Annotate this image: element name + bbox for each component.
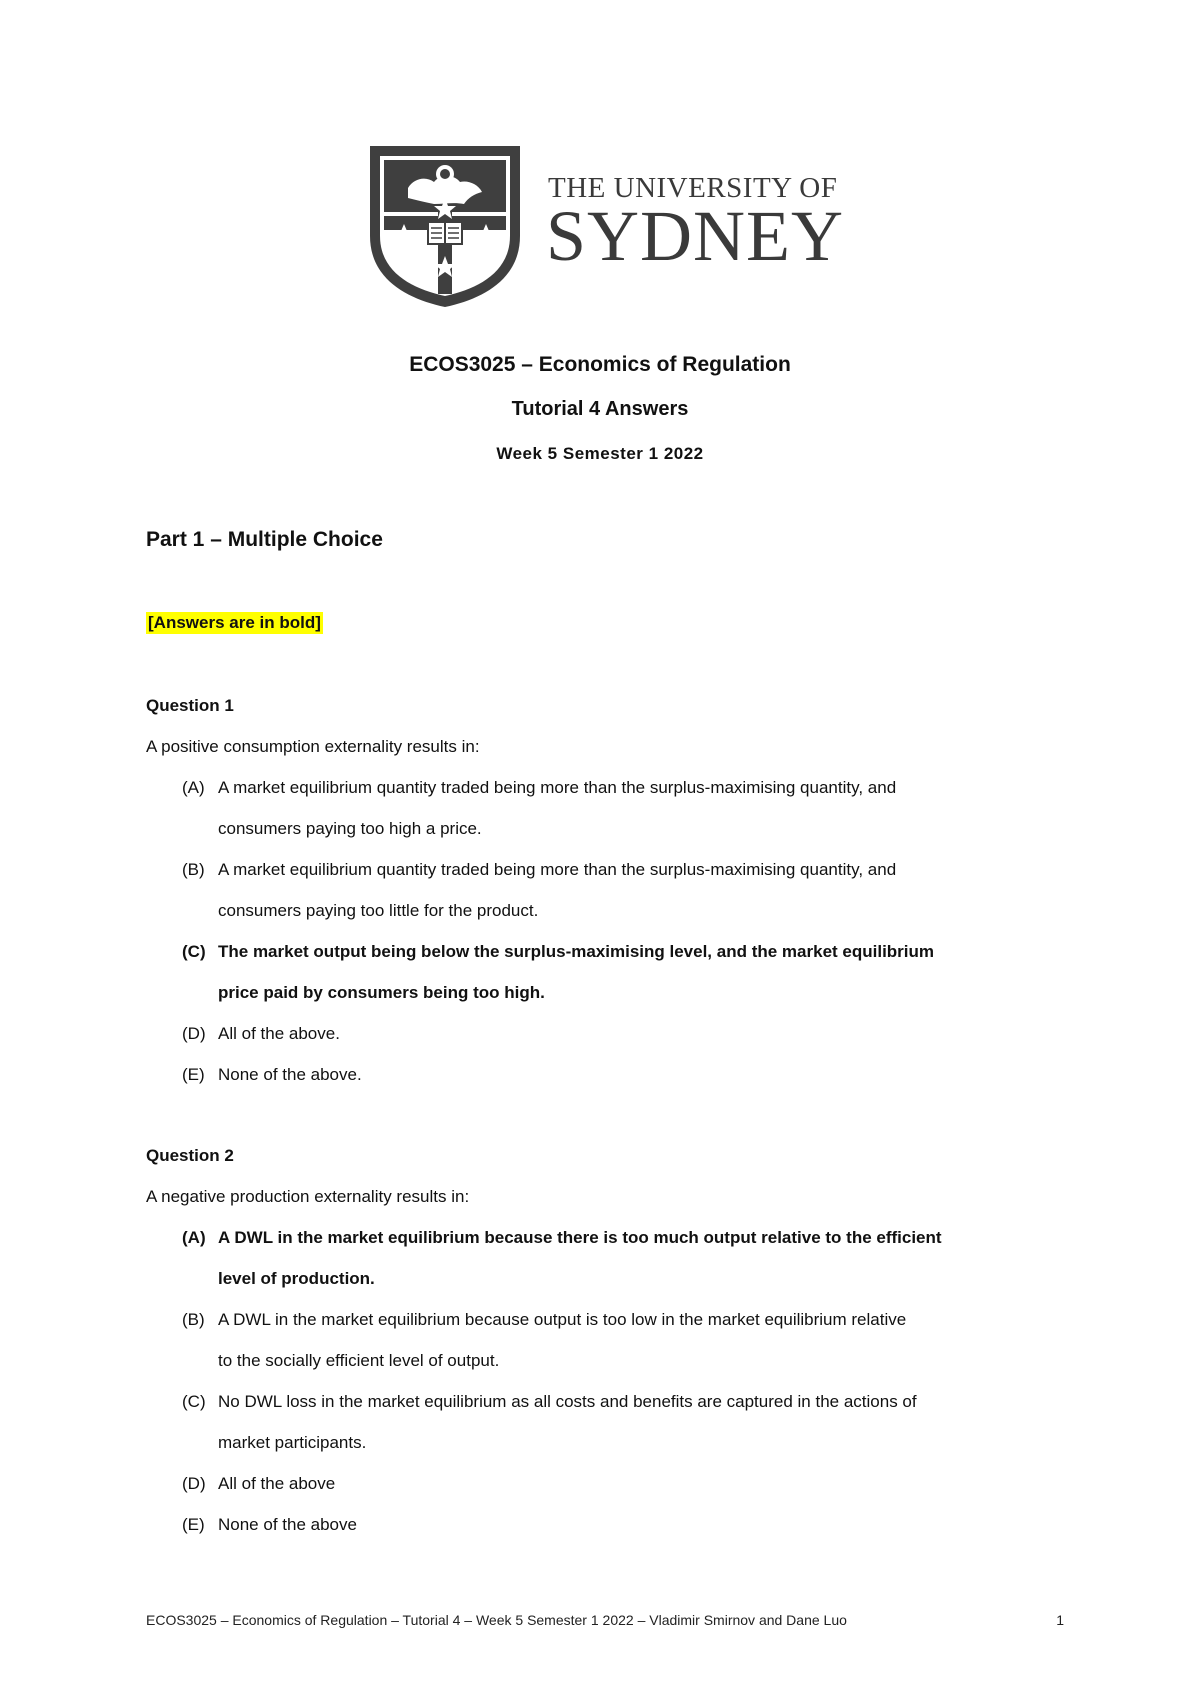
question-2-options — [182, 1217, 1062, 1545]
option-letter: (C) — [182, 942, 206, 961]
option-letter: (D) — [182, 1474, 206, 1493]
tutorial-title: Tutorial 4 Answers — [511, 398, 689, 420]
option-letter: (C) — [182, 1392, 206, 1411]
page-number: 1 — [1056, 1612, 1064, 1628]
option-b — [182, 849, 1062, 931]
option-b — [182, 1299, 1062, 1381]
option-text-line: All of the above — [218, 1474, 336, 1493]
option-text-line: A DWL in the market equilibrium because output is too low in the market equilibrium relative — [218, 1310, 907, 1329]
option-c-correct — [182, 931, 1062, 1013]
option-text-line: A market equilibrium quantity traded being more than the surplus-maximising quantity, and — [218, 778, 897, 797]
option-e — [182, 1054, 1062, 1095]
page-footer — [146, 1612, 1064, 1628]
question-2-stem: A negative production externality results in: — [146, 1187, 470, 1206]
option-text-line: None of the above — [218, 1515, 357, 1534]
university-logo — [368, 144, 845, 309]
question-1-heading: Question 1 — [146, 696, 234, 715]
option-text-line: None of the above. — [218, 1065, 362, 1084]
option-letter: (A) — [182, 1228, 206, 1247]
option-text-line: consumers paying too little for the product. — [218, 901, 539, 920]
option-text-line: to the socially efficient level of output. — [218, 1351, 500, 1370]
option-text-line: The market output being below the surplus-maximising level, and the market equilibrium — [218, 942, 935, 961]
university-shield-icon — [368, 144, 522, 309]
option-text-line: price paid by consumers being too high. — [218, 983, 545, 1002]
part-heading: Part 1 – Multiple Choice — [146, 528, 383, 551]
option-letter: (B) — [182, 860, 205, 879]
option-text-line: level of production. — [218, 1269, 375, 1288]
week-subtitle: Week 5 Semester 1 2022 — [496, 444, 704, 463]
question-1-options — [182, 767, 1062, 1095]
question-2-heading: Question 2 — [146, 1146, 234, 1165]
course-title: ECOS3025 – Economics of Regulation — [409, 353, 791, 376]
answers-note: [Answers are in bold] — [148, 613, 321, 632]
option-text-line: A market equilibrium quantity traded being more than the surplus-maximising quantity, and — [218, 860, 897, 879]
option-text-line: market participants. — [218, 1433, 367, 1452]
option-e — [182, 1504, 1062, 1545]
option-letter: (D) — [182, 1024, 206, 1043]
footer-text: ECOS3025 – Economics of Regulation – Tutorial 4 – Week 5 Semester 1 2022 – Vladimir Smirnov and Dane Luo — [146, 1612, 847, 1628]
option-letter: (A) — [182, 778, 205, 797]
option-d — [182, 1013, 1062, 1054]
option-d — [182, 1463, 1062, 1504]
option-text-line: All of the above. — [218, 1024, 340, 1043]
option-a — [182, 767, 1062, 849]
logo-text-line2: SYDNEY — [546, 196, 845, 276]
logo-text-line1: THE UNIVERSITY OF — [548, 172, 838, 204]
question-1-stem: A positive consumption externality results in: — [146, 737, 480, 756]
option-text-line: No DWL loss in the market equilibrium as all costs and benefits are captured in the actions of — [218, 1392, 917, 1411]
option-letter: (B) — [182, 1310, 205, 1329]
option-text-line: consumers paying too high a price. — [218, 819, 482, 838]
option-letter: (E) — [182, 1065, 205, 1084]
option-c — [182, 1381, 1062, 1463]
option-text-line: A DWL in the market equilibrium because there is too much output relative to the efficient — [218, 1228, 942, 1247]
option-a-correct — [182, 1217, 1062, 1299]
option-letter: (E) — [182, 1515, 205, 1534]
